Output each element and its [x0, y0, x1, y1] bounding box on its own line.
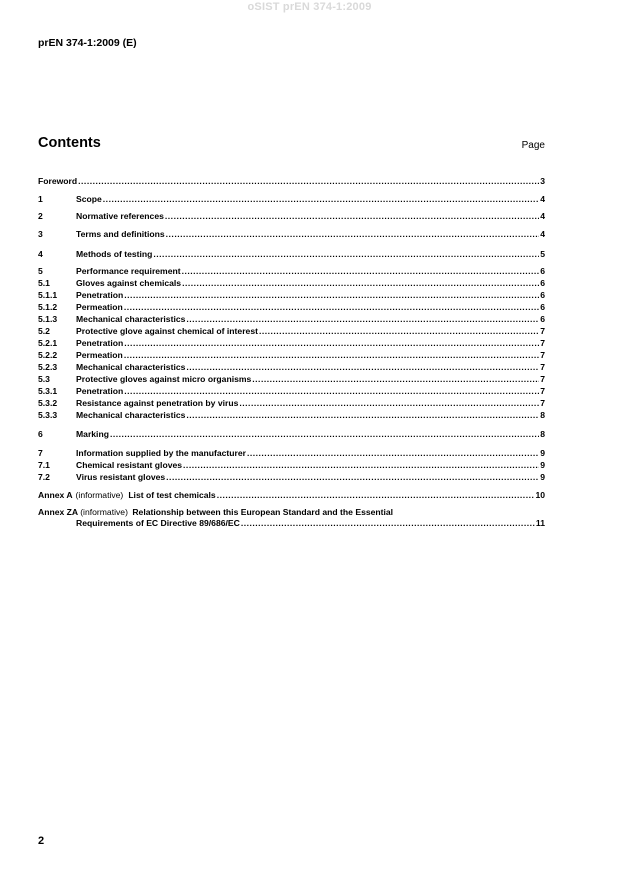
toc-entry-number: 5.1.1: [38, 290, 58, 300]
toc-entry-title: Mechanical characteristics: [76, 362, 186, 372]
toc-entry[interactable]: [38, 409, 545, 421]
toc-entry[interactable]: [38, 265, 545, 277]
toc-entry-number: 5.1.3: [38, 314, 58, 324]
toc-entry[interactable]: [38, 349, 545, 361]
toc-entry[interactable]: [38, 373, 545, 385]
toc-entry[interactable]: [38, 301, 545, 313]
toc-entry-title: Performance requirement: [76, 266, 181, 276]
toc-entry-page: 10: [535, 490, 545, 500]
toc-entry-page: 7: [540, 386, 545, 396]
toc-entry-number: 6: [38, 429, 43, 439]
toc-leader: [166, 229, 540, 240]
toc-entry[interactable]: [38, 248, 545, 260]
toc-entry-title: Protective glove against chemical of interest: [76, 326, 258, 336]
toc-entry[interactable]: [38, 277, 545, 289]
toc-entry-number: 5.3.1: [38, 386, 58, 396]
toc-entry-title: Permeation: [76, 302, 123, 312]
toc-entry-page: 6: [540, 278, 545, 288]
toc-entry-title: Permeation: [76, 350, 123, 360]
toc-entry-number: 5.1: [38, 278, 50, 288]
toc-leader: [186, 314, 539, 325]
toc-leader: [186, 410, 539, 421]
toc-entry-number: 7.1: [38, 460, 50, 470]
toc-entry-title: Terms and definitions: [76, 229, 165, 239]
toc-entry[interactable]: [38, 193, 545, 205]
toc-entry[interactable]: [38, 361, 545, 373]
toc-entry-page: 8: [540, 410, 545, 420]
toc-entry-page: 4: [540, 194, 545, 204]
toc-leader: [182, 278, 539, 289]
toc-leader: [153, 249, 539, 260]
toc-entry-page: 5: [540, 249, 545, 259]
toc-entry[interactable]: [38, 471, 545, 483]
annex-label: Annex ZA: [38, 507, 78, 517]
toc-entry-title: Penetration: [76, 386, 124, 396]
toc-leader: [103, 194, 539, 205]
toc-leader: [124, 302, 539, 313]
page-number: 2: [38, 835, 45, 847]
toc-entry-number: 4: [38, 249, 43, 259]
toc-entry-annex-za[interactable]: [38, 507, 545, 529]
toc-entry-title: Information supplied by the manufacturer: [76, 448, 246, 458]
annex-title: Relationship between this European Standard and the Essential: [132, 507, 394, 517]
annex-za-line-1: [38, 507, 545, 518]
toc-entry[interactable]: [38, 397, 545, 409]
toc-entry-page: 6: [540, 290, 545, 300]
toc-entry-page: 8: [540, 429, 545, 439]
document-id: prEN 374-1:2009 (E): [38, 37, 137, 49]
watermark: oSIST prEN 374-1:2009: [247, 1, 372, 13]
toc-entry-number: 5.2.3: [38, 362, 58, 372]
toc-entry[interactable]: [38, 325, 545, 337]
toc-entry-number: 5: [38, 266, 43, 276]
toc-entry-title: Resistance against penetration by virus: [76, 398, 239, 408]
toc-entry-title: Virus resistant gloves: [76, 472, 166, 482]
toc-leader: [110, 429, 539, 440]
toc-leader: [241, 518, 535, 529]
toc-entry-page: 7: [540, 374, 545, 384]
toc-leader: [217, 490, 535, 501]
toc-entry-page: 7: [540, 350, 545, 360]
toc-leader: [183, 460, 539, 471]
toc-entry-page: 7: [540, 326, 545, 336]
toc-leader: [165, 211, 539, 222]
toc-leader: [182, 266, 540, 277]
annex-label: Annex A: [38, 490, 73, 500]
toc-entry-page: 6: [540, 266, 545, 276]
toc-entry[interactable]: [38, 210, 545, 222]
toc-entry-page: 3: [540, 176, 545, 186]
toc-entry-title: Penetration: [76, 338, 124, 348]
toc-entry-title: Foreword: [38, 176, 78, 186]
toc-entry-number: 5.2: [38, 326, 50, 336]
toc-leader: [259, 326, 539, 337]
page-title: Contents: [38, 135, 101, 151]
toc-leader: [247, 448, 539, 459]
toc-leader: [166, 472, 539, 483]
toc-entry-number: 7.2: [38, 472, 50, 482]
toc-entry-page: 4: [540, 211, 545, 221]
toc-entry[interactable]: [38, 313, 545, 325]
toc-entry-title: Marking: [76, 429, 109, 439]
toc-leader: [239, 398, 539, 409]
toc-entry-number: 5.3: [38, 374, 50, 384]
toc-entry-title: Mechanical characteristics: [76, 314, 186, 324]
toc-entry[interactable]: [38, 447, 545, 459]
toc-entry[interactable]: [38, 459, 545, 471]
toc-entry-number: 5.2.2: [38, 350, 58, 360]
toc-entry[interactable]: [38, 228, 545, 240]
toc-entry-number: 5.3.3: [38, 410, 58, 420]
toc-entry-annex-a[interactable]: [38, 489, 545, 501]
toc-leader: [252, 374, 539, 385]
annex-za-line-2: [38, 518, 545, 529]
toc-leader: [186, 362, 539, 373]
toc-leader: [124, 350, 539, 361]
toc-entry-title: Chemical resistant gloves: [76, 460, 183, 470]
toc-entry[interactable]: [38, 385, 545, 397]
toc-leader: [124, 290, 539, 301]
toc-entry-title: Normative references: [76, 211, 164, 221]
toc-entry-page: 7: [540, 398, 545, 408]
toc-leader: [78, 176, 539, 187]
toc-entry-title: Mechanical characteristics: [76, 410, 186, 420]
toc-entry-title: Methods of testing: [76, 249, 153, 259]
toc-entry-title: Gloves against chemicals: [76, 278, 182, 288]
toc-entry-title: Penetration: [76, 290, 124, 300]
toc-entry-page: 9: [540, 472, 545, 482]
toc-entry-number: 1: [38, 194, 43, 204]
annex-title-continued: Requirements of EC Directive 89/686/EC: [76, 518, 240, 528]
toc-leader: [124, 338, 539, 349]
toc-entry-page: 9: [540, 460, 545, 470]
toc-entry-title: Protective gloves against micro organisms: [76, 374, 252, 384]
toc-entry-number: 7: [38, 448, 43, 458]
toc-entry-title: Scope: [76, 194, 102, 204]
annex-type: (informative): [80, 507, 128, 517]
toc-entry-page: 9: [540, 448, 545, 458]
toc-entry-foreword[interactable]: [38, 175, 545, 187]
annex-title: List of test chemicals: [128, 490, 216, 500]
toc-entry-page: 4: [540, 229, 545, 239]
annex-type: (informative): [75, 490, 124, 500]
toc-entry-page: 7: [540, 362, 545, 372]
toc-entry[interactable]: [38, 289, 545, 301]
toc-entry-page: 11: [535, 518, 545, 528]
toc-entry-number: 5.1.2: [38, 302, 58, 312]
toc-entry-page: 7: [540, 338, 545, 348]
toc-entry-number: 5.3.2: [38, 398, 58, 408]
toc-leader: [124, 386, 539, 397]
toc-entry[interactable]: [38, 428, 545, 440]
toc-entry[interactable]: [38, 337, 545, 349]
page-column-label: Page: [521, 140, 545, 151]
toc-entry-number: 3: [38, 229, 43, 239]
toc-entry-page: 6: [540, 302, 545, 312]
toc-entry-number: 2: [38, 211, 43, 221]
toc-entry-number: 5.2.1: [38, 338, 58, 348]
toc-entry-page: 6: [540, 314, 545, 324]
